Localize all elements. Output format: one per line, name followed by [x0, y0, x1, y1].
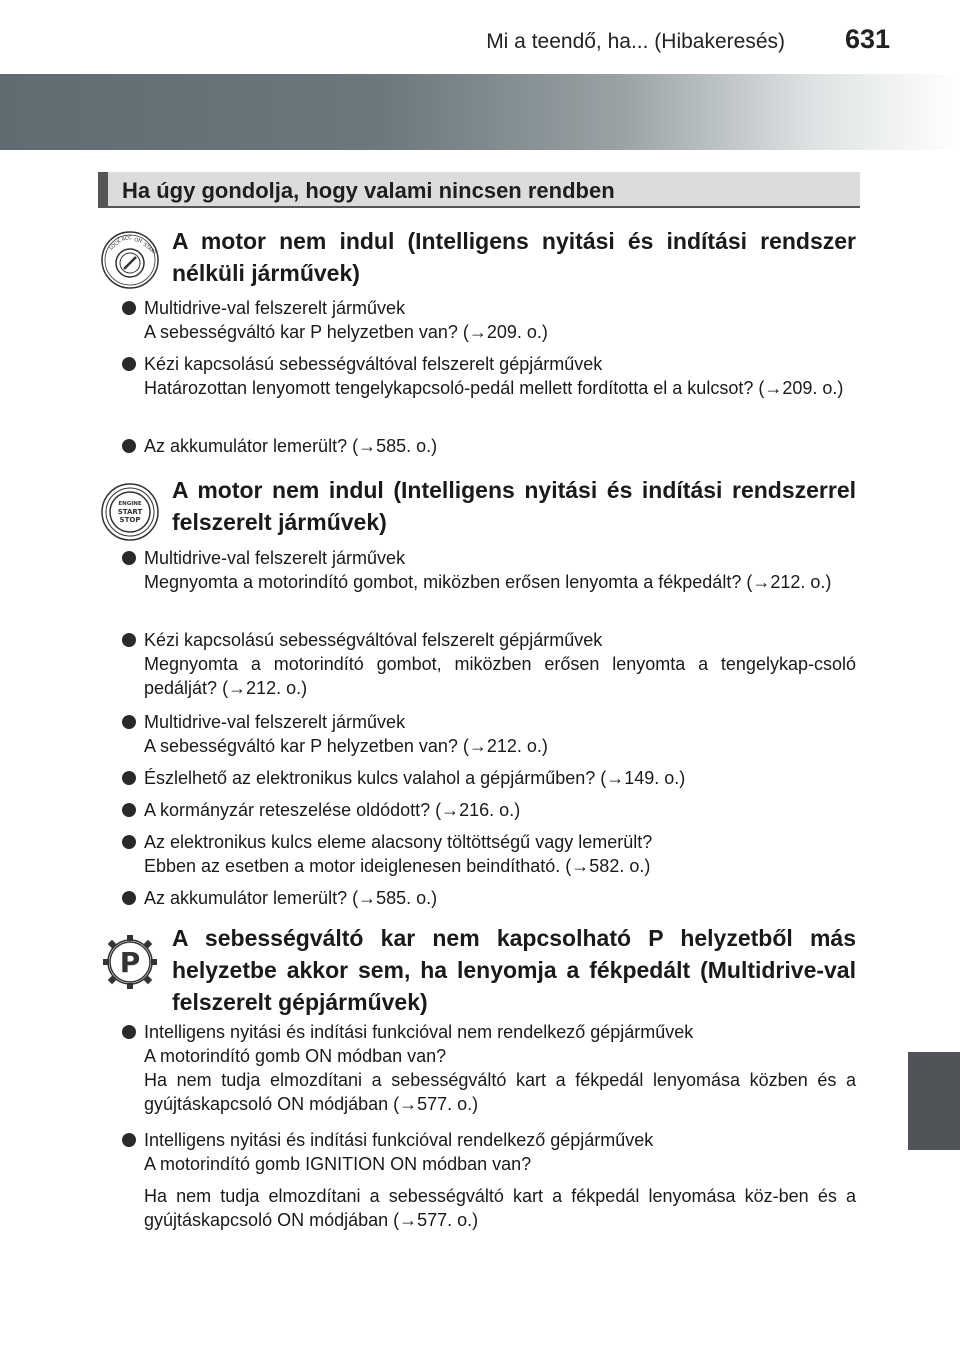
bullet-dot	[122, 803, 136, 817]
item-line: A sebességváltó kar P helyzetben van? (→212. o.)	[144, 736, 548, 756]
item-line: Intelligens nyitási és indítási funkcióval rendelkező gépjárművek	[144, 1130, 654, 1150]
bullet-dot	[122, 771, 136, 785]
bullet-dot	[122, 633, 136, 647]
bullet-dot	[122, 891, 136, 905]
list-item	[122, 886, 856, 910]
ignition-label-on: ON	[133, 237, 143, 245]
subheading-3: A sebességváltó kar nem kapcsolható P helyzetből más helyzetbe akkor sem, ha lenyomja a fékpedált (Multidrive-val felszerelt gépjárművek)	[172, 925, 856, 1015]
item-extra-paragraph: Ha nem tudja elmozdítani a sebességváltó kart a fékpedál lenyomása köz-ben és a gyújtáskapcsoló ON módjában (→577. o.)	[144, 1186, 856, 1230]
item-line: Ha nem tudja elmozdítani a sebességváltó kart a fékpedál lenyomása közben és a gyújtáskapcsoló ON módjában (→577. o.)	[144, 1070, 856, 1114]
list-item	[122, 766, 856, 790]
item-line: A motorindító gomb IGNITION ON módban van?	[144, 1154, 532, 1174]
bullet-dot	[122, 301, 136, 315]
item-line: Kézi kapcsolású sebességváltóval felszerelt gépjárművek	[144, 630, 603, 650]
item-line: Kézi kapcsolású sebességváltóval felszerelt gépjárművek	[144, 354, 603, 374]
list-item	[122, 546, 856, 594]
bullet-dot	[122, 835, 136, 849]
engine-label-start: START	[117, 508, 143, 516]
p-position-icon	[100, 932, 160, 992]
ignition-label-acc: ACC	[121, 234, 133, 243]
list-item	[122, 1128, 856, 1232]
item-line: A motorindító gomb ON módban van?	[144, 1046, 447, 1066]
list-item	[122, 296, 856, 344]
bullet-dot	[122, 715, 136, 729]
item-line: Határozottan lenyomott tengelykapcsoló-pedál mellett fordította el a kulcsot? (→209. o.)	[144, 378, 844, 398]
item-line: Az akkumulátor lemerült? (→585. o.)	[144, 436, 438, 456]
bullet-dot	[122, 1025, 136, 1039]
bullet-dot	[122, 1133, 136, 1147]
item-line: Multidrive-val felszerelt járművek	[144, 298, 406, 318]
item-line: Multidrive-val felszerelt járművek	[144, 548, 406, 568]
bullet-dot	[122, 439, 136, 453]
list-item	[122, 352, 856, 400]
item-line: Észlelhető az elektronikus kulcs valahol a gépjárműben? (→149. o.)	[144, 768, 686, 788]
ignition-label-lock: LOCK	[108, 238, 123, 252]
list-item	[122, 628, 856, 700]
page-number: 631	[844, 24, 890, 54]
list-item	[122, 798, 856, 822]
item-line: Multidrive-val felszerelt járművek	[144, 712, 406, 732]
engine-label-engine: ENGINE	[118, 501, 142, 507]
engine-start-stop-icon	[100, 482, 160, 542]
ignition-label-start: START	[141, 241, 158, 257]
section-title: Ha úgy gondolja, hogy valami nincsen rendben	[122, 178, 615, 203]
p-icon-letter: P	[119, 946, 141, 979]
list-item	[122, 830, 856, 878]
bullet-dot	[122, 357, 136, 371]
header-banner	[0, 74, 960, 150]
header-title: Mi a teendő, ha... (Hibakeresés)	[486, 30, 785, 53]
engine-label-stop: STOP	[119, 516, 141, 524]
item-line: Intelligens nyitási és indítási funkcióval nem rendelkező gépjárművek	[144, 1022, 694, 1042]
ignition-switch-icon	[100, 230, 160, 290]
list-item	[122, 434, 856, 458]
page-header	[0, 0, 960, 64]
list-item	[122, 710, 856, 758]
list-item	[122, 1020, 856, 1116]
item-line: A kormányzár reteszelése oldódott? (→216. o.)	[144, 800, 521, 820]
item-line: Ebben az esetben a motor ideiglenesen beindítható. (→582. o.)	[144, 856, 651, 876]
bullet-dot	[122, 551, 136, 565]
item-line: Megnyomta a motorindító gombot, miközben erősen lenyomta a tengelykap-csoló pedálját? (→212. o.)	[144, 654, 856, 698]
subheading-1: A motor nem indul (Intelligens nyitási és indítási rendszer nélküli járművek)	[172, 228, 856, 286]
item-line: A sebességváltó kar P helyzetben van? (→209. o.)	[144, 322, 548, 342]
item-line: Az elektronikus kulcs eleme alacsony töltöttségű vagy lemerült?	[144, 832, 653, 852]
chapter-side-tab	[908, 1052, 960, 1150]
item-line: Az akkumulátor lemerült? (→585. o.)	[144, 888, 438, 908]
item-line: Megnyomta a motorindító gombot, miközben erősen lenyomta a fékpedált? (→212. o.)	[144, 572, 832, 592]
subheading-2: A motor nem indul (Intelligens nyitási és indítási rendszerrel felszerelt járművek)	[172, 477, 856, 535]
section-heading	[98, 172, 860, 208]
